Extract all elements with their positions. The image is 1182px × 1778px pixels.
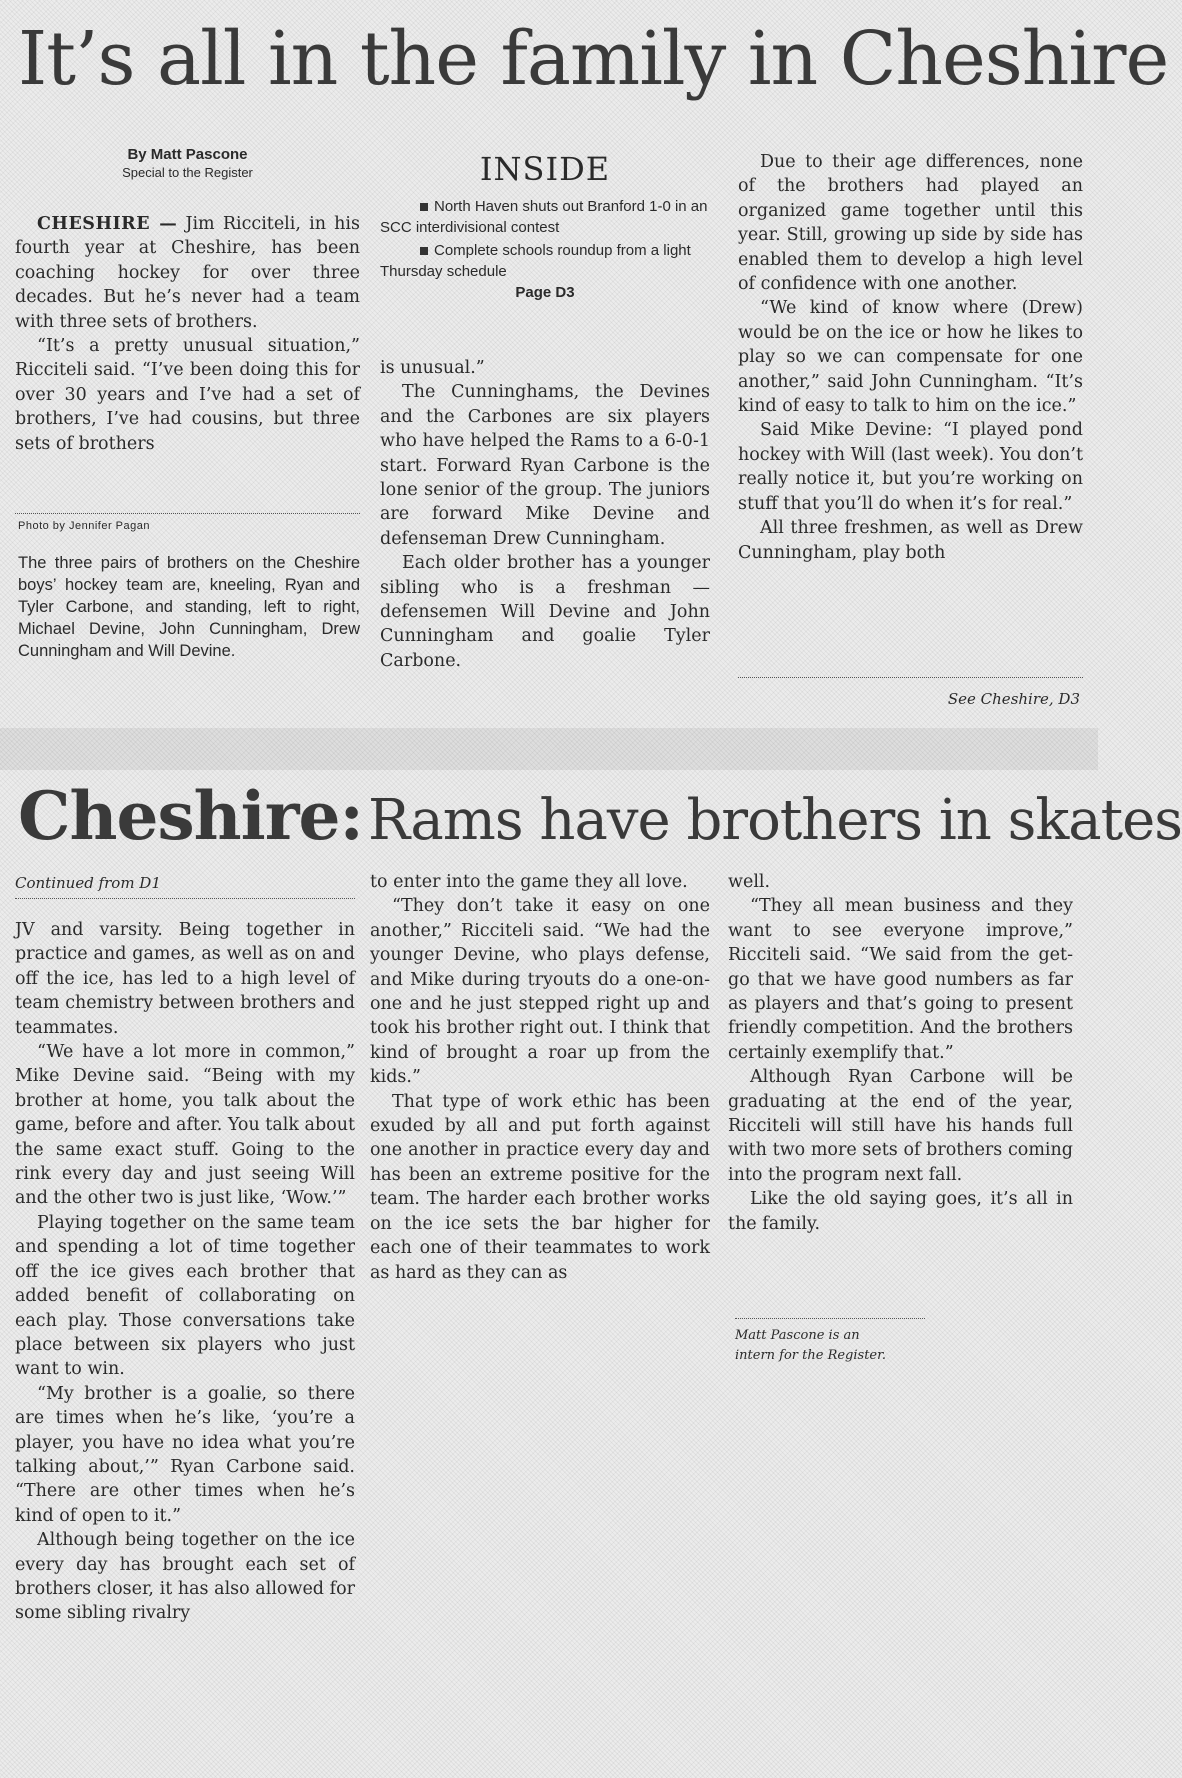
- headline-bottom: [18, 777, 1182, 855]
- byline-name: By Matt Pascone: [127, 146, 248, 163]
- photo-credit: Photo by Jennifer Pagan: [18, 520, 150, 532]
- top-col3-p3: Said Mike Devine: “I played pond hockey with Will (last week). You don’t really notice it, but you’re working on stuff that you’ll do when it’s for real.”: [738, 420, 1083, 514]
- inside-item-1-text: North Haven shuts out Branford 1-0 in an SCC interdivisional contest: [380, 198, 708, 236]
- bottom-col1-p1: JV and varsity. Being together in practice and games, as well as on and off the ice, has led to a high level of team chemistry between brothers and teammates.: [15, 920, 355, 1038]
- bottom-col2-p3: That type of work ethic has been exuded by all and put forth against one another in practice every day and has been an extreme positive for the team. The harder each brother works on the ice sets the bar higher for each one of their teammates to work as hard as they can as: [370, 1091, 710, 1283]
- top-col2-p3: Each older brother has a younger sibling who is a freshman — defensemen Will Devine and John Cunningham and goalie Tyler Carbone.: [380, 553, 710, 671]
- bottom-col2-p2: “They don’t take it easy on one another,” Ricciteli said. “We had the younger Devine, who plays defense, and Mike during tryouts do a one-on-one and he just stepped right up and took his brother right out. I think that kind of brought a roar up from the kids.”: [370, 896, 710, 1088]
- jump-rule: [738, 677, 1083, 678]
- inside-page-ref: Page D3: [515, 284, 575, 301]
- tagline: [735, 1326, 886, 1366]
- top-column-1: [15, 212, 360, 456]
- inside-box: [380, 150, 710, 301]
- tagline-rule: [735, 1318, 925, 1319]
- bottom-col3-p2: “They all mean business and they want to see everyone improve,” Ricciteli said. “We said from the get-go that we have good numbers as far as players and that’s going to present friendly competition. And the brothers certainly exemplify that.”: [728, 896, 1073, 1063]
- tagline-line-2: intern for the Register.: [735, 1348, 887, 1363]
- top-column-3: [738, 150, 1083, 565]
- bottom-col3-p1: well.: [728, 872, 771, 892]
- bullet-icon: [420, 247, 428, 255]
- bottom-col1-p3: Playing together on the same team and spending a lot of time together off the ice gives each brother that added benefit of collaborating on each play. Those conversations take place between six players who just want to win.: [15, 1212, 355, 1380]
- top-col3-p1: Due to their age differences, none of the brothers had played an organized game together until this year. Still, growing up side by side has enabled them to develop a high level of confidence with one another.: [738, 152, 1083, 295]
- bottom-column-1: [15, 918, 355, 1626]
- top-column-2: [380, 356, 710, 673]
- jump-line: See Cheshire, D3: [947, 690, 1080, 708]
- bottom-column-3: [728, 870, 1073, 1236]
- bottom-column-2: [370, 870, 710, 1285]
- inside-item: [380, 240, 710, 282]
- dateline: CHESHIRE —: [37, 214, 178, 234]
- photo-caption: The three pairs of brothers on the Cheshire boys’ hockey team are, kneeling, Ryan and Tyler Carbone, and standing, left to right, Michael Devine, John Cunningham, Drew Cunningham and Will Devine.: [18, 554, 360, 660]
- byline-block: [15, 146, 360, 180]
- bottom-col3-p3: Although Ryan Carbone will be graduating at the end of the year, Ricciteli will still have his hands full with two more sets of brothers coming into the program next fall.: [728, 1067, 1073, 1185]
- inside-item: [380, 196, 710, 238]
- continued-from: Continued from D1: [15, 874, 161, 892]
- top-col1-p1: Jim Ricciteli, in his fourth year at Cheshire, has been coaching hockey for over three decades. But he’s never had a team with three sets of brothers.: [15, 214, 360, 332]
- inside-item-2-text: Complete schools roundup from a light Thursday schedule: [380, 242, 691, 280]
- headline-bottom-bold: Cheshire:: [18, 777, 363, 855]
- bottom-col3-p4: Like the old saying goes, it’s all in the family.: [728, 1189, 1073, 1234]
- bottom-col1-p4: “My brother is a goalie, so there are times when he’s like, ‘you’re a player, you have no idea what you’re talking about,’” Ryan Carbone said. “There are other times when he’s kind of open to it.”: [15, 1383, 355, 1526]
- inside-title: INSIDE: [479, 150, 611, 188]
- top-col1-p2: “It’s a pretty unusual situation,” Ricciteli said. “I’ve been doing this for over 30 years and I’ve had a set of brothers, I’ve had cousins, but three sets of brothers: [15, 336, 360, 454]
- column-rule: [15, 513, 360, 514]
- bottom-col2-p1: to enter into the game they all love.: [370, 872, 688, 892]
- continued-rule: [15, 898, 355, 899]
- top-col2-p2: The Cunninghams, the Devines and the Carbones are six players who have helped the Rams to a 6-0-1 start. Forward Ryan Carbone is the lone senior of the group. The juniors are forward Mike Devine and defenseman Drew Cunningham.: [380, 382, 710, 549]
- headline-bottom-rest: Rams have brothers in skates: [367, 788, 1182, 853]
- bottom-col1-p5: Although being together on the ice every day has brought each set of brothers closer, it has also allowed for some sibling rivalry: [15, 1530, 355, 1624]
- top-col3-p4: All three freshmen, as well as Drew Cunningham, play both: [738, 518, 1083, 563]
- headline-top: It’s all in the family in Cheshire: [18, 16, 1169, 102]
- bottom-col1-p2: “We have a lot more in common,” Mike Devine said. “Being with my brother at home, you talk about the game, before and after. You talk about the same exact stuff. Going to the rink every day and just seeing Will and the other two is just like, ‘Wow.’”: [15, 1042, 356, 1209]
- byline-title: Special to the Register: [122, 165, 253, 180]
- bullet-icon: [420, 203, 428, 211]
- top-col2-p1: is unusual.”: [380, 358, 485, 378]
- top-col3-p2: “We kind of know where (Drew) would be on the ice or how he likes to play so we can compensate for one another,” said John Cunningham. “It’s kind of easy to talk to him on the ice.”: [738, 298, 1083, 417]
- clipping-seam: [0, 728, 1098, 770]
- tagline-line-1: Matt Pascone is an: [735, 1328, 860, 1343]
